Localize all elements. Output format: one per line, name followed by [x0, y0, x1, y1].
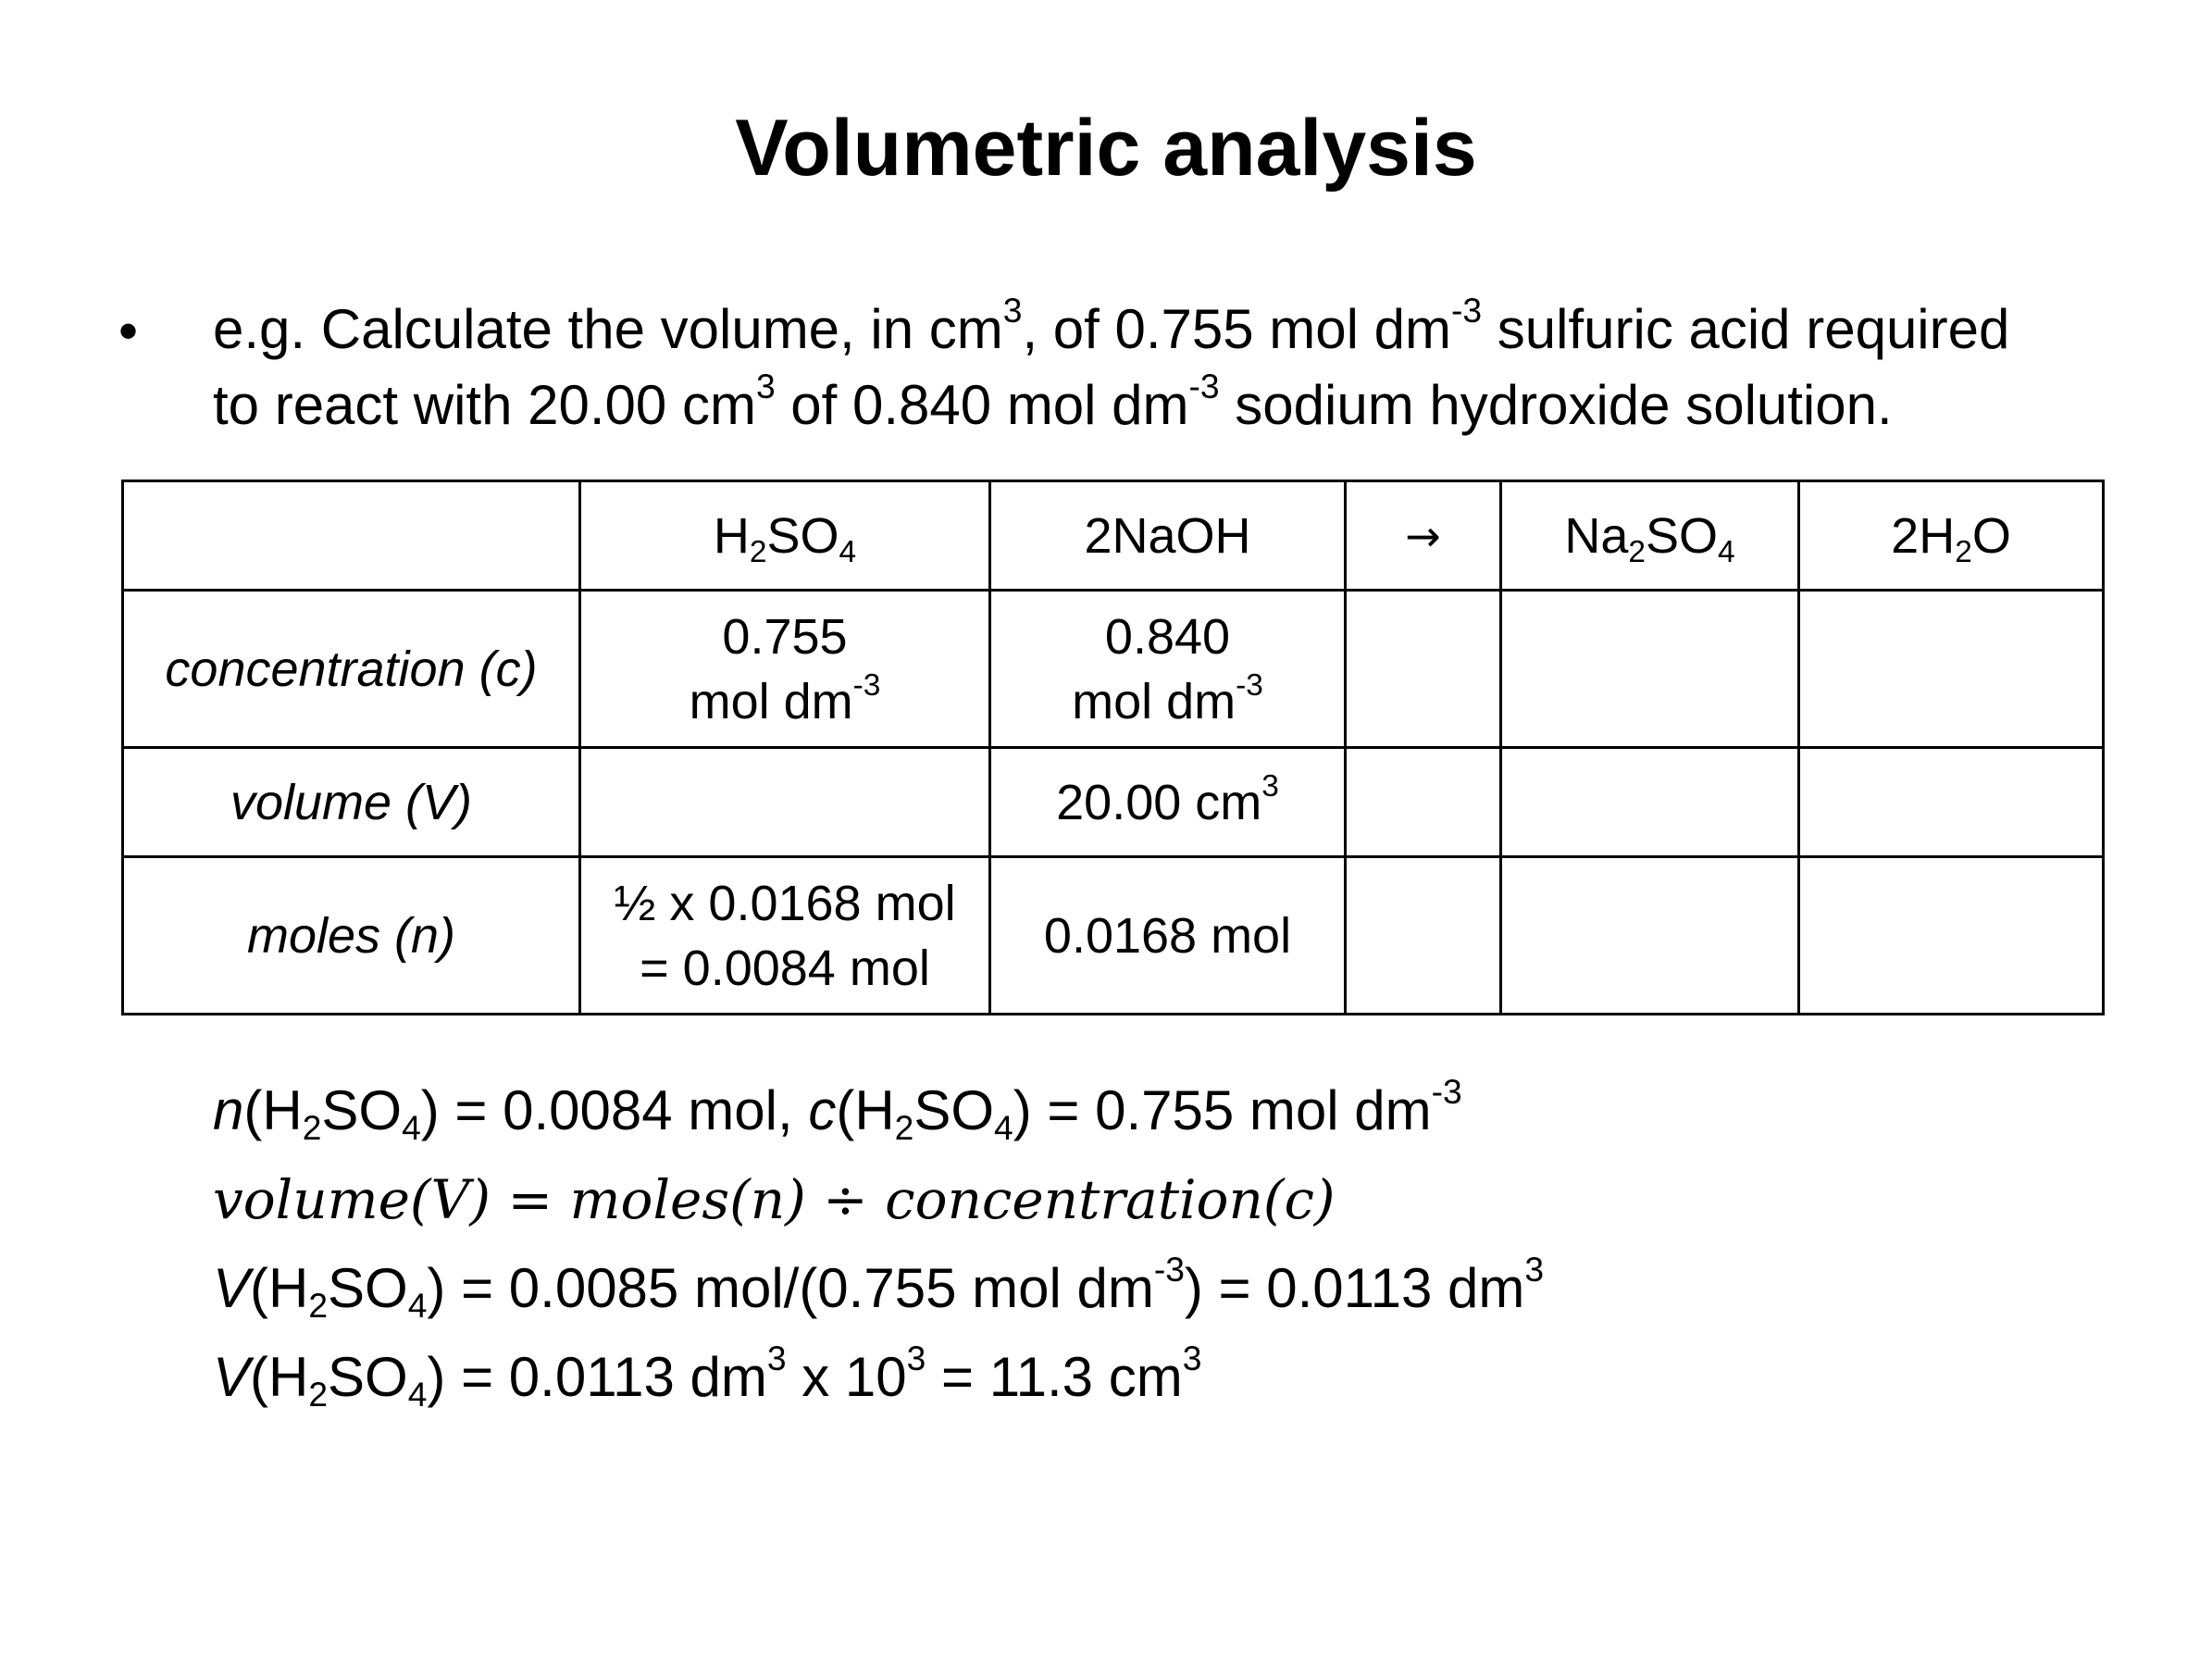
stoichiometry-table — [121, 480, 2105, 1015]
table-cell-empty — [1346, 591, 1501, 748]
row-label-moles: moles (n) — [123, 857, 580, 1015]
superscript: 3 — [1002, 291, 1023, 330]
cell-naoh-volume: 20.00 $cm^3$ — [990, 748, 1346, 857]
table-cell-empty — [123, 481, 580, 591]
bullet-line-2 — [213, 368, 2110, 443]
bullet-line-1 — [213, 292, 2110, 368]
row-label-volume: volume (V) — [123, 748, 580, 857]
header-h2so4: $H_2SO_4$ — [580, 481, 990, 591]
superscript: -3 — [1451, 291, 1483, 330]
equation-line-1: $n(H_2SO_4) = 0.0084$ mol, $c(H_2SO_4) = 0.755$ mol $dm^{-3}$ — [213, 1072, 1462, 1148]
cell-h2so4-concentration: 0.755 mol $dm^{-3}$ — [580, 591, 990, 748]
text: sulfuric acid required — [1482, 298, 2010, 360]
header-h2o: $2H_2O$ — [1799, 481, 2104, 591]
slide-title: Volumetric analysis — [735, 104, 1477, 193]
text: to react with 20.00 cm — [213, 374, 756, 436]
table-cell-empty — [1501, 591, 1799, 748]
cell-h2so4-volume — [580, 748, 990, 857]
equation-line-4: $V(H_2SO_4) = 0.0113$ $dm^3$ x $10^3 = 11.3$ $cm^3$ — [213, 1339, 1202, 1414]
table-row-concentration — [123, 591, 2104, 748]
bullet-question — [213, 292, 2110, 443]
cell-naoh-moles: 0.0168 mol — [990, 857, 1346, 1015]
table-header-row — [123, 481, 2104, 591]
table-cell-empty — [1346, 748, 1501, 857]
text: , of 0.755 mol dm — [1022, 298, 1452, 360]
superscript: -3 — [1188, 367, 1220, 406]
table-cell-empty — [1501, 748, 1799, 857]
header-na2so4: $Na_2SO_4$ — [1501, 481, 1799, 591]
reaction-arrow-icon: → — [1346, 481, 1501, 591]
equation-line-2: volume(V) = moles(n) ÷ concentration(c) — [213, 1168, 1336, 1231]
table-row-moles — [123, 857, 2104, 1015]
cell-naoh-concentration: 0.840 mol $dm^{-3}$ — [990, 591, 1346, 748]
cell-h2so4-moles: ½ x 0.0168 mol = 0.0084 mol — [580, 857, 990, 1015]
table-row-volume — [123, 748, 2104, 857]
superscript: 3 — [755, 367, 776, 406]
table-cell-empty — [1501, 857, 1799, 1015]
table-cell-empty — [1799, 591, 2104, 748]
table-cell-empty — [1799, 748, 2104, 857]
row-label-concentration: concentration (c) — [123, 591, 580, 748]
equation-line-3: $V(H_2SO_4) = 0.0085$ mol/(0.755 mol $dm^{-3}) = 0.0113$ $dm^3$ — [213, 1250, 1545, 1326]
text: e.g. Calculate the volume, in cm — [213, 298, 1003, 360]
text: sodium hydroxide solution. — [1219, 374, 1893, 436]
text: of 0.840 mol dm — [775, 374, 1189, 436]
table-cell-empty — [1346, 857, 1501, 1015]
bullet-icon: • — [118, 300, 139, 362]
table-cell-empty — [1799, 857, 2104, 1015]
header-naoh: 2NaOH — [990, 481, 1346, 591]
